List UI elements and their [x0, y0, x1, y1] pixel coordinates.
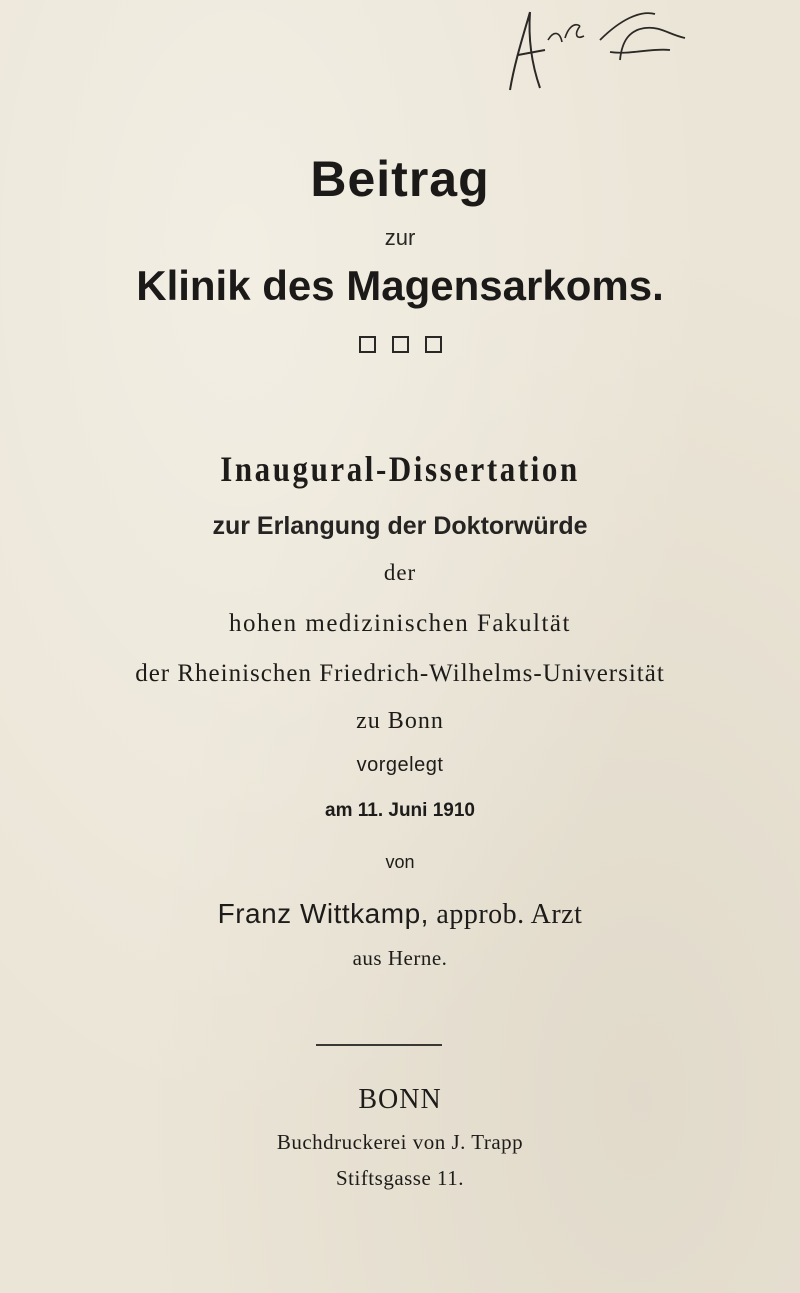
square-ornament-icon [425, 336, 442, 353]
faculty-name: hohen medizinischen Fakultät [229, 610, 571, 637]
dissertation-purpose: zur Erlangung der Doktorwürde [212, 512, 588, 540]
university-location: zu Bonn [356, 708, 444, 734]
imprint-printer: Buchdruckerei von J. Trapp [276, 1130, 524, 1154]
author-line [0, 898, 800, 931]
author-title: approb. Arzt [436, 899, 583, 930]
author-name: Franz Wittkamp, [217, 898, 429, 929]
divider-rule [316, 1044, 442, 1046]
square-ornament-icon [392, 336, 409, 353]
book-title: Beitrag [310, 151, 490, 207]
title-connector: zur [384, 225, 416, 250]
handwritten-signature [470, 0, 700, 100]
dissertation-heading: Inaugural-Dissertation [220, 449, 580, 489]
submitted-label: vorgelegt [356, 754, 444, 776]
square-ornament-icon [359, 336, 376, 353]
submission-date: am 11. Juni 1910 [325, 800, 475, 821]
imprint-city: BONN [358, 1084, 442, 1115]
book-subtitle: Klinik des Magensarkoms. [136, 262, 664, 309]
imprint-address: Stiftsgasse 11. [335, 1166, 465, 1190]
by-label: von [385, 852, 415, 872]
dissertation-article: der [383, 560, 417, 585]
ornament-row [0, 336, 800, 353]
author-origin: aus Herne. [352, 946, 448, 970]
university-name: der Rheinischen Friedrich-Wilhelms-Universität [135, 660, 665, 687]
